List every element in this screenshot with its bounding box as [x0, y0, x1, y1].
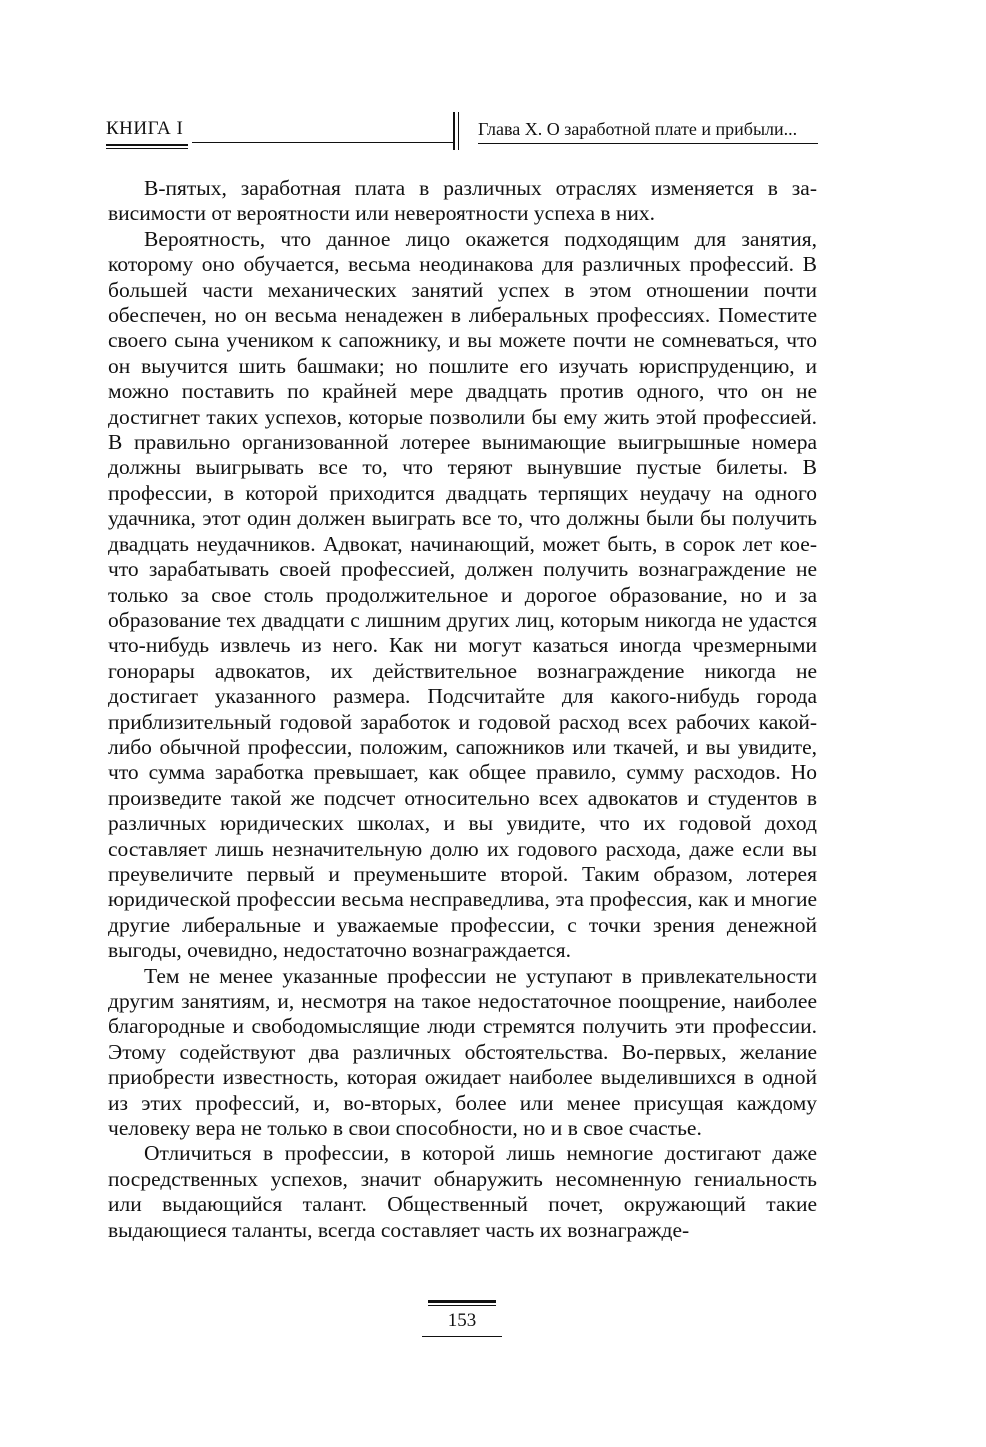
folio-rule-bottom — [422, 1336, 502, 1337]
paragraph: Тем не менее указанные профессии не уступают в привлекательности другим занятиям, и, несмотря на такое недостаточное поощрение, наиболее благородные и свободомыслящие люди стремятся получить эти профессии. Этому содействуют два различных обстоятельства. Во-первых, желание приобрести известность, которая ожидает наиболее выделившихся в одной из этих профессий, и, во-вторых, более или менее присущая каждому человеку вера не только в свои способности, но и в свое счастье. — [108, 963, 817, 1141]
page-number: 153 — [447, 1310, 477, 1331]
folio-rule-thin — [428, 1305, 496, 1306]
paragraph: Отличиться в профессии, в которой лишь немногие достигают даже посредственных успехов, значит обнаружить несомненную гениальность или выдающийся талант. Общественный почет, окружающий такие выдающиеся таланты, всегда составляет часть их вознагражде- — [108, 1141, 817, 1242]
body-text — [108, 176, 817, 1243]
running-header-chapter: Глава X. О заработной плате и прибыли... — [478, 119, 798, 139]
paragraph: В-пятых, заработная плата в различных отраслях изменяется в зависимости от вероятности или невероятности успеха в них. — [108, 176, 817, 226]
header-book-rule-thin — [106, 148, 188, 149]
folio-rule-thick — [428, 1300, 496, 1303]
running-header-book: КНИГА I — [106, 118, 184, 139]
header-book-rule — [106, 144, 188, 146]
header-divider-line — [192, 142, 454, 143]
header-vertical-bar-thin — [458, 112, 459, 150]
paragraph: Вероятность, что данное лицо окажется подходящим для занятия, которому оно обучается, весьма неодинакова для различных профессий. В большей части механических занятий успех в этом отношении почти обеспечен, но он весьма ненадежен в либеральных профессиях. Поместите своего сына учеником к сапожнику, и вы можете почти не сомневаться, что он выучится шить башмаки; но пошлите его изучать юриспруденцию, и можно поставить по крайней мере двадцать против одного, что он не достигнет таких успехов, которые позволили бы ему жить этой профессией. В правильно организованной лотерее вынимающие выигрышные номера должны выигрывать все то, что теряют вынувшие пустые билеты. В профессии, в которой приходится двадцать терпящих неудачу на одного удачника, этот один должен выиграть все то, что должны были бы получить двадцать неудачников. Адвокат, начинающий, может быть, в сорок лет кое-что зарабатывать своей профессией, должен получить вознаграждение не только за свое столь продолжительное и дорогое образование, но и за образование тех двадцати с лишним других лиц, которым никогда не удастся что-нибудь извлечь из него. Как ни могут казаться иногда чрезмерными гонорары адвокатов, их действительное вознаграждение никогда не достигает указанного размера. Подсчитайте для какого-нибудь города приблизительный годовой заработок и годовой расход всех рабочих какой-либо обычной профессии, положим, сапожников или ткачей, и вы увидите, что сумма заработка превышает, как общее правило, сумму расходов. Но произведите такой же подсчет относительно всех адвокатов и студентов в различных юридических школах, и вы увидите, что их годовой доход составляет лишь незначительную долю их годового расхода, даже если вы преувеличите первый и преуменьшите второй. Таким образом, лотерея юридической профессии весьма несправедлива, эта профессия, как и многие другие либеральные и уважаемые профессии, с точки зрения денежной выгоды, очевидно, недостаточно вознаграждается. — [108, 226, 817, 963]
header-chapter-rule — [478, 143, 818, 144]
header-vertical-bar — [453, 112, 455, 150]
